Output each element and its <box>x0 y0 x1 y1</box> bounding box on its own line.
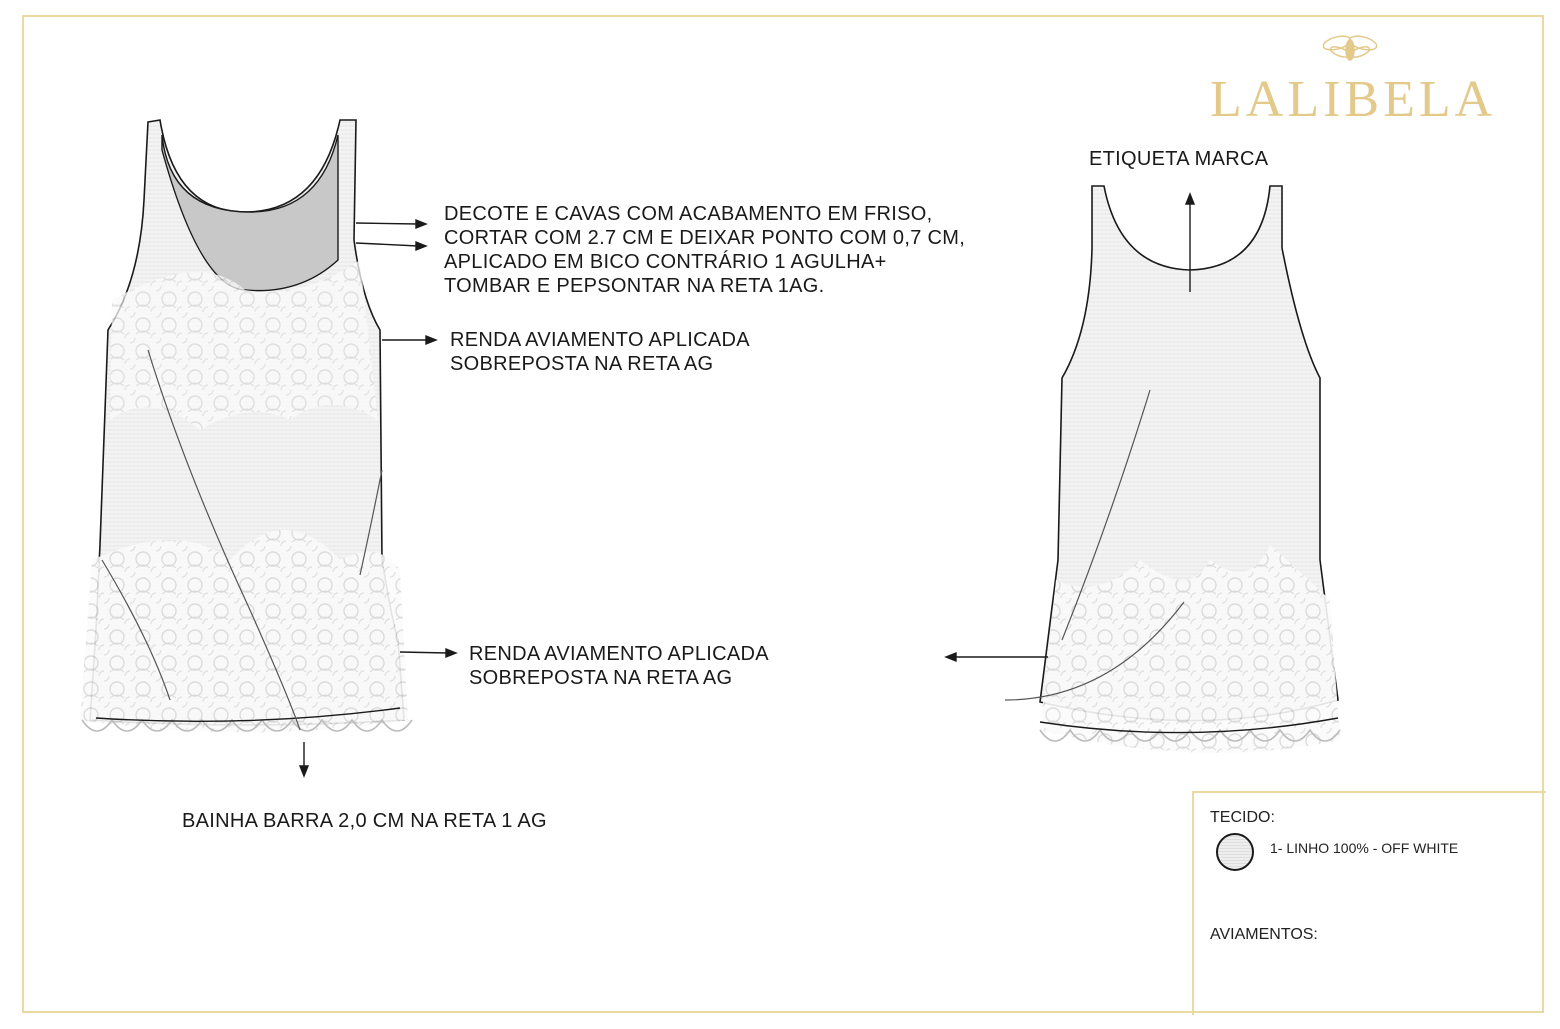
lower-lace-note <box>469 642 769 690</box>
spec-box <box>1192 791 1546 1015</box>
note-line: CORTAR COM 2.7 CM E DEIXAR PONTO COM 0,7 CM, <box>444 227 966 249</box>
note-line: TOMBAR E PEPSONTAR NA RETA 1AG. <box>444 275 825 297</box>
note-line: APLICADO EM BICO CONTRÁRIO 1 AGULHA+ <box>444 251 887 273</box>
neckline-finish-note <box>444 202 965 298</box>
brand-logo-text: LALIBELA <box>1210 71 1497 128</box>
fabric-swatch <box>1216 833 1254 871</box>
fabric-item: 1- LINHO 100% - OFF WHITE <box>1270 840 1459 856</box>
note-line: SOBREPOSTA NA RETA AG <box>450 353 714 375</box>
note-line: RENDA AVIAMENTO APLICADA <box>469 643 769 665</box>
fabric-title: TECIDO: <box>1210 809 1275 826</box>
brand-label-note: ETIQUETA MARCA <box>1089 148 1269 170</box>
note-line: RENDA AVIAMENTO APLICADA <box>450 329 750 351</box>
note-line: SOBREPOSTA NA RETA AG <box>469 667 733 689</box>
trims-title: AVIAMENTOS: <box>1210 926 1318 943</box>
note-line: DECOTE E CAVAS COM ACABAMENTO EM FRISO, <box>444 203 933 225</box>
upper-lace-note <box>450 328 750 376</box>
hem-note: BAINHA BARRA 2,0 CM NA RETA 1 AG <box>182 810 547 832</box>
